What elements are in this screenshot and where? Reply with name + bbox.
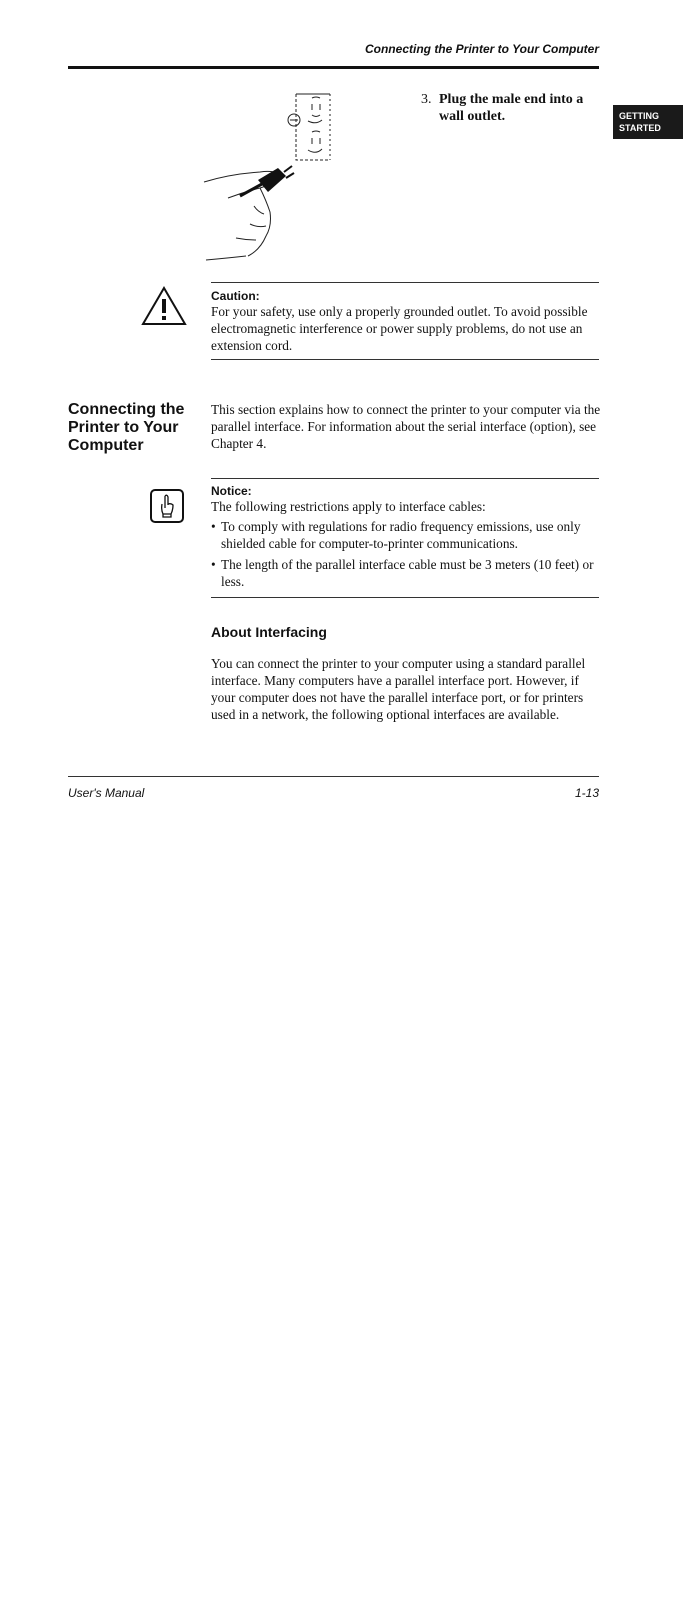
notice-top-rule <box>211 478 599 479</box>
list-item: • The length of the parallel interface cable must be 3 meters (10 feet) or less. <box>211 556 601 590</box>
pointing-hand-icon <box>149 488 185 524</box>
warning-icon <box>140 285 188 327</box>
plug-into-outlet-illustration <box>200 88 340 270</box>
notice-bullet-list <box>211 518 601 594</box>
caution-top-rule <box>211 282 599 283</box>
notice-label: Notice: <box>211 484 252 498</box>
step-text: Plug the male end into a wall outlet. <box>439 92 584 124</box>
page-number: 1-13 <box>574 786 599 800</box>
running-header: Connecting the Printer to Your Computer <box>364 42 599 56</box>
notice-bottom-rule <box>211 597 599 598</box>
section-heading: Connecting the Printer to Your Computer <box>68 401 185 454</box>
subheading: About Interfacing <box>211 624 327 640</box>
section-tab <box>613 105 683 139</box>
list-item: • To comply with regulations for radio frequency emissions, use only shielded cable for computer-to-printer communications. <box>211 518 601 552</box>
footer-rule <box>68 776 599 777</box>
caution-text: For your safety, use only a properly grounded outlet. To avoid possible electromagnetic interference or power supply problems, do not use an extension cord. <box>211 304 588 353</box>
section-tab-line-1: GETTING <box>619 111 659 121</box>
section-text: This section explains how to connect the printer to your computer via the parallel interface. For information about the serial interface (option), see Chapter 4. <box>211 402 601 451</box>
caution-bottom-rule <box>211 359 599 360</box>
notice-intro: The following restrictions apply to interface cables: <box>211 499 486 514</box>
footer-manual-title: User's Manual <box>68 786 145 800</box>
caution-label: Caution: <box>211 289 260 303</box>
about-text: You can connect the printer to your computer using a standard parallel interface. Many computers have a parallel interface port. However, if your computer does not have the parallel interface port, or for printers used in a network, the following optional interfaces are available. <box>211 656 586 722</box>
header-rule <box>68 66 599 69</box>
step-number: 3. <box>421 92 432 107</box>
section-tab-line-2: STARTED <box>619 123 661 133</box>
